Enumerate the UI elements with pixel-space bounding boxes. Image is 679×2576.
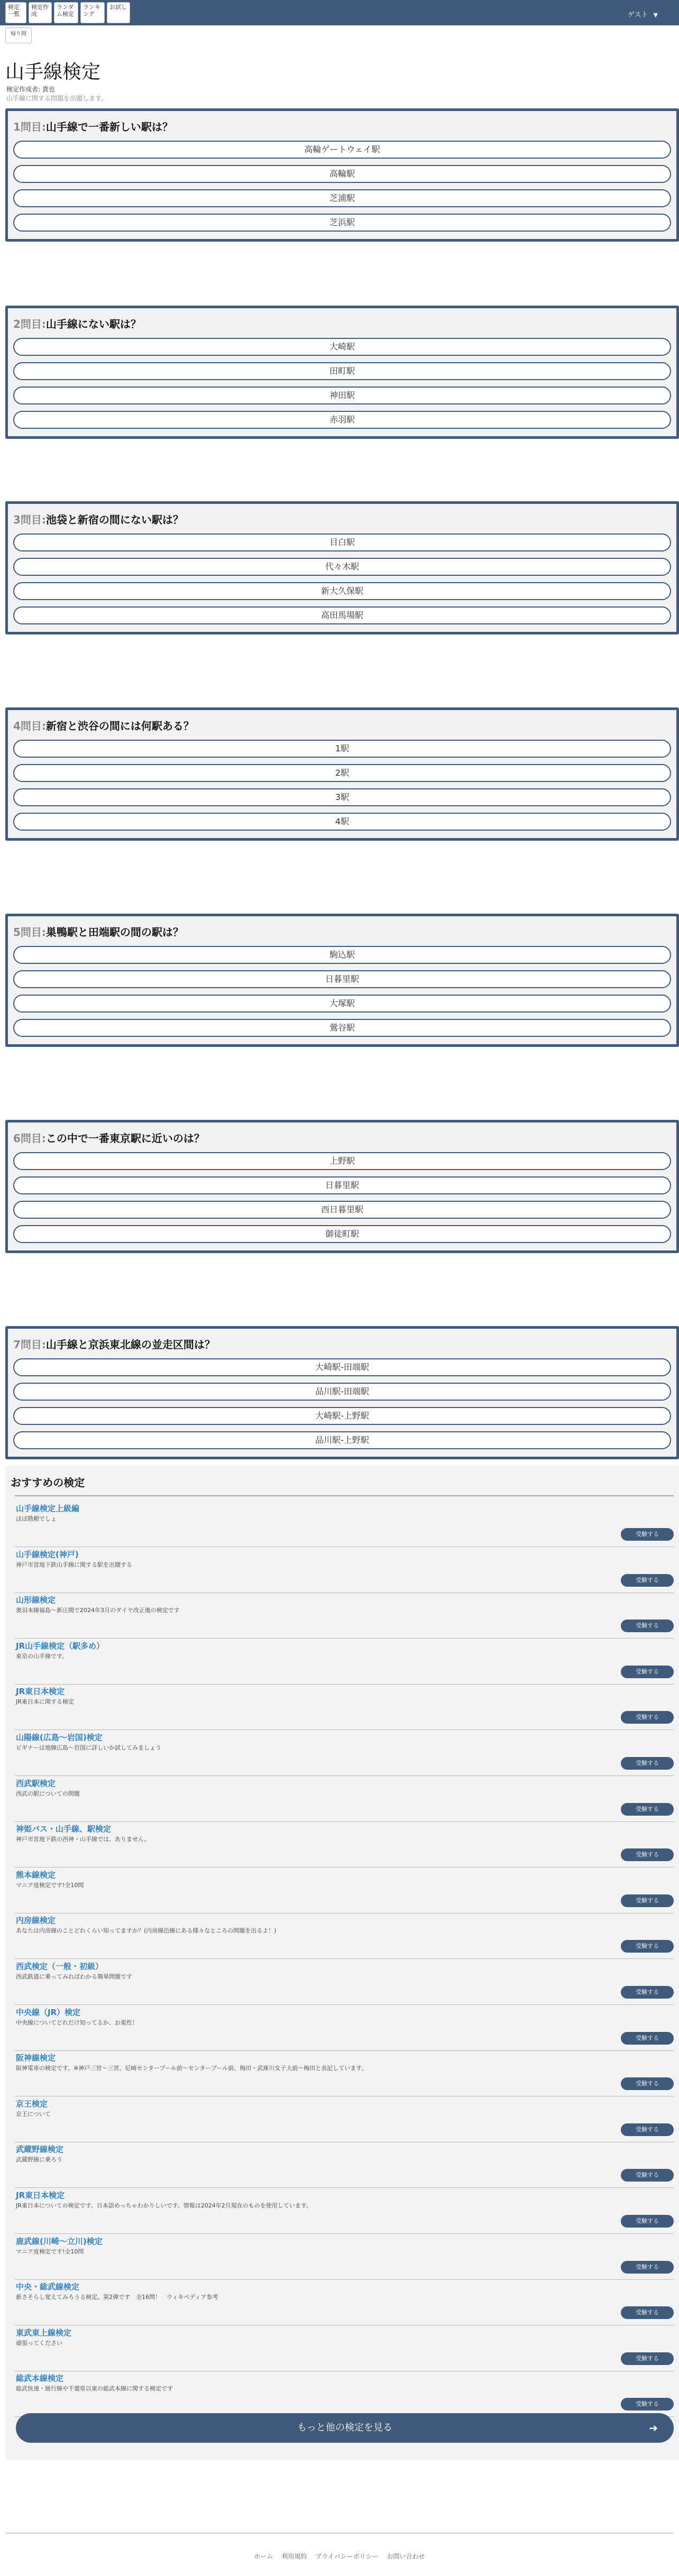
recommended-item-desc: 阪神電車の検定です。※神戸三宮〜三宮、尼崎センタープール前〜センタープール前、梅田・武庫川女子大前〜梅田と表記しています。 [16,2065,368,2072]
take-exam-button[interactable]: 受験する [621,2352,674,2365]
nav-kentei-create-button[interactable]: 検定作成 [29,2,52,23]
question-heading [13,1336,215,1351]
recommended-item [15,2003,674,2051]
recommended-item-desc: 神戸市営地下鉄の西神・山手線では、ありません。 [16,1836,150,1843]
question-number: 2問目: [13,318,46,330]
recommended-item-title[interactable]: 神姫バス・山手線、駅検定 [16,1824,112,1834]
recommended-item [15,1545,674,1593]
answer-option[interactable]: 日暮里駅 [13,1176,671,1194]
question-text: この中で一番東京駅に近いのは？ [45,1132,205,1145]
answer-option[interactable]: 目白駅 [13,533,671,551]
question-heading [13,1130,205,1145]
answer-option[interactable]: 高輪ゲートウェイ駅 [13,141,671,159]
question-heading [13,924,183,939]
footer-divider [5,2533,674,2534]
answer-option[interactable]: 1駅 [13,740,671,758]
question-number: 6問目: [13,1132,46,1145]
question-card [5,1326,679,1459]
question-card [5,306,679,439]
answer-option[interactable]: 大塚駅 [13,995,671,1013]
recommended-item [15,1911,674,1959]
recommended-item-desc: 頑張ってください [16,2339,62,2347]
answer-option[interactable]: 品川駅-上野駅 [13,1431,671,1449]
answer-option[interactable]: 御徒町駅 [13,1225,671,1243]
take-exam-button[interactable]: 受験する [621,2398,674,2411]
recommended-item-title[interactable]: 山手線検定(神戸) [16,1549,79,1559]
recommended-item-title[interactable]: 京王検定 [16,2099,48,2109]
recommended-item-title[interactable]: 山陽線(広島〜岩国)検定 [16,1733,103,1742]
page-title: 山手線検定 [5,61,101,83]
answer-option[interactable]: 赤羽駅 [13,411,671,429]
recommended-item-title[interactable]: 総武本線検定 [16,2373,64,2384]
take-exam-button[interactable]: 受験する [621,2215,674,2228]
take-exam-button[interactable]: 受験する [621,1528,674,1541]
recommended-item-title[interactable]: 熊本線検定 [16,1870,56,1880]
take-exam-button[interactable]: 受験する [621,2077,674,2090]
recommended-item [15,2140,674,2188]
user-menu[interactable] [628,9,658,19]
recommended-item-desc: JR東日本についての検定です。日本語めっちゃわかりしいです。情報は2024年2月現在のものを使用しています。 [16,2202,312,2209]
recommended-item-desc: 京王について [16,2110,51,2118]
question-text: 山手線にない駅は？ [45,318,141,330]
answer-option[interactable]: 西日暮里駅 [13,1201,671,1219]
answer-option[interactable]: 神田駅 [13,387,671,404]
recommended-item-title[interactable]: 鹿武線(川崎〜立川)検定 [16,2236,103,2246]
recommended-item-desc: ほぼ勘頼でしょ [16,1515,57,1522]
recommended-item-desc: ビギナーは地線広島〜岩国に詳しいか試してみましょう [16,1744,161,1751]
more-kentei-button[interactable] [16,2413,674,2443]
recommended-item [15,1682,674,1730]
recommended-item-title[interactable]: JR東日本検定 [16,2191,65,2200]
recommended-item [15,2049,674,2096]
recommended-item [15,2369,674,2417]
take-exam-button[interactable]: 受験する [621,1620,674,1632]
answer-option[interactable]: 芝浦駅 [13,189,671,207]
recommended-section [5,1466,679,2460]
recommended-item-title[interactable]: 内房線検定 [16,1916,56,1926]
recommended-item-desc: マニア度検定です!全10問 [16,1881,84,1889]
take-exam-button[interactable]: 受験する [621,2306,674,2319]
nav-random-button[interactable]: ランダム検定 [54,2,78,23]
question-card [5,108,679,242]
recommended-item-title[interactable]: 武蔵野線検定 [16,2145,64,2155]
recommended-item [15,2186,674,2234]
take-exam-button[interactable]: 受験する [621,1803,674,1816]
take-exam-button[interactable]: 受験する [621,2032,674,2045]
answer-option[interactable]: 品川駅-田端駅 [13,1383,671,1401]
recommended-item [15,2232,674,2280]
description-text: 山手線に関する問題を出題します。 [6,95,108,102]
recommended-item-title[interactable]: JR山手線検定（駅多め） [16,1641,105,1651]
question-text: 巣鴨駅と田端駅の間の駅は？ [45,926,183,939]
question-number: 1問目: [13,121,46,133]
sub-button[interactable]: 帰り問 [5,27,32,43]
answer-option[interactable]: 新大久保駅 [13,582,671,600]
take-exam-button[interactable]: 受験する [621,1666,674,1678]
recommended-item [15,1866,674,1913]
nav-trial-button[interactable]: お試し [107,2,130,23]
footer-link-contact[interactable]: お問い合わせ [387,2553,425,2560]
recommended-item [15,1774,674,1822]
answer-option[interactable]: 上野駅 [13,1152,671,1170]
footer [0,2552,679,2561]
take-exam-button[interactable]: 受験する [621,2169,674,2182]
take-exam-button[interactable]: 受験する [621,2261,674,2274]
answer-option[interactable]: 大崎駅-上野駅 [13,1407,671,1425]
answer-option[interactable]: 代々木駅 [13,558,671,576]
question-text: 池袋と新宿の間にない駅は？ [45,513,183,526]
recommended-item [15,2278,674,2325]
recommended-item-title[interactable]: 中央・総武線検定 [16,2282,80,2292]
question-heading [13,316,141,331]
take-exam-button[interactable]: 受験する [621,1986,674,1999]
question-number: 7問目: [13,1338,46,1351]
recommended-item-title[interactable]: 西武駅検定 [16,1778,56,1788]
answer-option[interactable]: 大崎駅 [13,338,671,356]
recommended-item-desc: 奥羽本線福島〜新庄間で2024年3月のダイヤ改正後の検定です [16,1607,180,1614]
recommended-item [15,1820,674,1867]
question-number: 5問目: [13,926,46,939]
user-label: ゲスト [628,11,648,19]
question-number: 3問目: [13,513,46,526]
recommended-item [15,2095,674,2142]
take-exam-button[interactable]: 受験する [621,1894,674,1907]
recommended-item-title[interactable]: 西武検定（一般・初級） [16,1962,104,1971]
question-heading [13,118,173,134]
recommended-item [15,1728,674,1776]
creator-text: 検定作成者: 貴也 [6,86,55,93]
recommended-item-desc: 西武の駅についての問題 [16,1790,80,1797]
recommended-item [15,1637,674,1685]
footer-link-home[interactable]: ホーム [254,2553,273,2560]
take-exam-button[interactable]: 受験する [621,2123,674,2136]
recommended-item-title[interactable]: 東武東上線検定 [16,2327,72,2338]
recommended-title: おすすめの検定 [11,1476,85,1489]
take-exam-button[interactable]: 受験する [621,1574,674,1587]
question-text: 山手線で一番新しい駅は？ [45,121,173,133]
recommended-item-desc: 西武鉄道に乗ってみればわかる簡単問題です [16,1973,132,1980]
recommended-item-desc: あなたは内房線のことどれくらい知ってますか？(内房線沿線にある様々なところの問題を出るよ！) [16,1927,277,1935]
take-exam-button[interactable]: 受験する [621,1940,674,1953]
arrow-right-icon: ➔ [649,2422,658,2434]
question-card [5,501,679,634]
answer-option[interactable]: 日暮里駅 [13,970,671,988]
recommended-item-desc: 東京の山手線です。 [16,1652,68,1660]
answer-option[interactable]: 駒込駅 [13,946,671,964]
answer-option[interactable]: 4駅 [13,813,671,831]
answer-option[interactable]: 田町駅 [13,362,671,380]
more-label: もっと他の検定を見る [297,2422,392,2433]
question-card [5,914,679,1047]
answer-option[interactable]: 2駅 [13,764,671,782]
divider [15,1495,674,1496]
recommended-item-title[interactable]: 山手線検定上級編 [16,1504,80,1513]
recommended-item-desc: マニア度検定です!全10問 [16,2248,84,2255]
take-exam-button[interactable]: 受験する [621,1848,674,1861]
recommended-item [15,1957,674,2005]
nav-kentei-list-button[interactable]: 検定一覧 [5,2,26,23]
question-number: 4問目: [13,720,46,732]
answer-option[interactable]: 大崎駅-田端駅 [13,1358,671,1376]
recommended-item [15,1499,674,1547]
recommended-item-desc: 武蔵野線に乗ろう [16,2156,62,2164]
top-navbar [0,0,679,25]
question-card [5,707,679,841]
question-text: 山手線と京浜東北線の並走区間は？ [45,1338,215,1351]
footer-link-privacy[interactable]: プライバシーポリシー [315,2553,379,2560]
take-exam-button[interactable]: 受験する [621,1757,674,1770]
recommended-item-title[interactable]: 阪神線検定 [16,2053,56,2063]
take-exam-button[interactable]: 受験する [621,1711,674,1724]
answer-option[interactable]: 3駅 [13,788,671,806]
question-card [5,1120,679,1253]
recommended-item-desc: 総武快速・緩行線や千葉県以東の総武本線に関する検定です [16,2385,173,2393]
footer-link-terms[interactable]: 利用規約 [281,2553,307,2560]
recommended-item [15,1591,674,1639]
recommended-item-desc: 中央線についてどれだけ知ってるか、お楽性！ [16,2019,138,2026]
recommended-item-title[interactable]: 中央線（JR）検定 [16,2007,81,2017]
answer-option[interactable]: 鶯谷駅 [13,1019,671,1037]
recommended-item-desc: 新さそらし覚えてみろうる検定。第2弾です 全16問！ ウィキペディア参考 [16,2294,218,2301]
recommended-item-desc: JR東日本に関する検定 [16,1698,74,1706]
question-heading [13,717,194,733]
recommended-item-title[interactable]: 山形線検定 [16,1595,56,1605]
nav-ranking-button[interactable]: ランキング [80,2,105,23]
recommended-item [15,2324,674,2371]
answer-option[interactable]: 高田馬場駅 [13,606,671,624]
recommended-item-desc: 神戸市営地下鉄山手線に関する駅を出題する [16,1561,132,1568]
recommended-item-title[interactable]: JR東日本検定 [16,1687,65,1697]
answer-option[interactable]: 芝浜駅 [13,214,671,232]
question-text: 新宿と渋谷の間には何駅ある？ [45,720,194,732]
question-heading [13,511,183,527]
chevron-down-icon: ▼ [653,12,658,19]
answer-option[interactable]: 高輪駅 [13,165,671,183]
